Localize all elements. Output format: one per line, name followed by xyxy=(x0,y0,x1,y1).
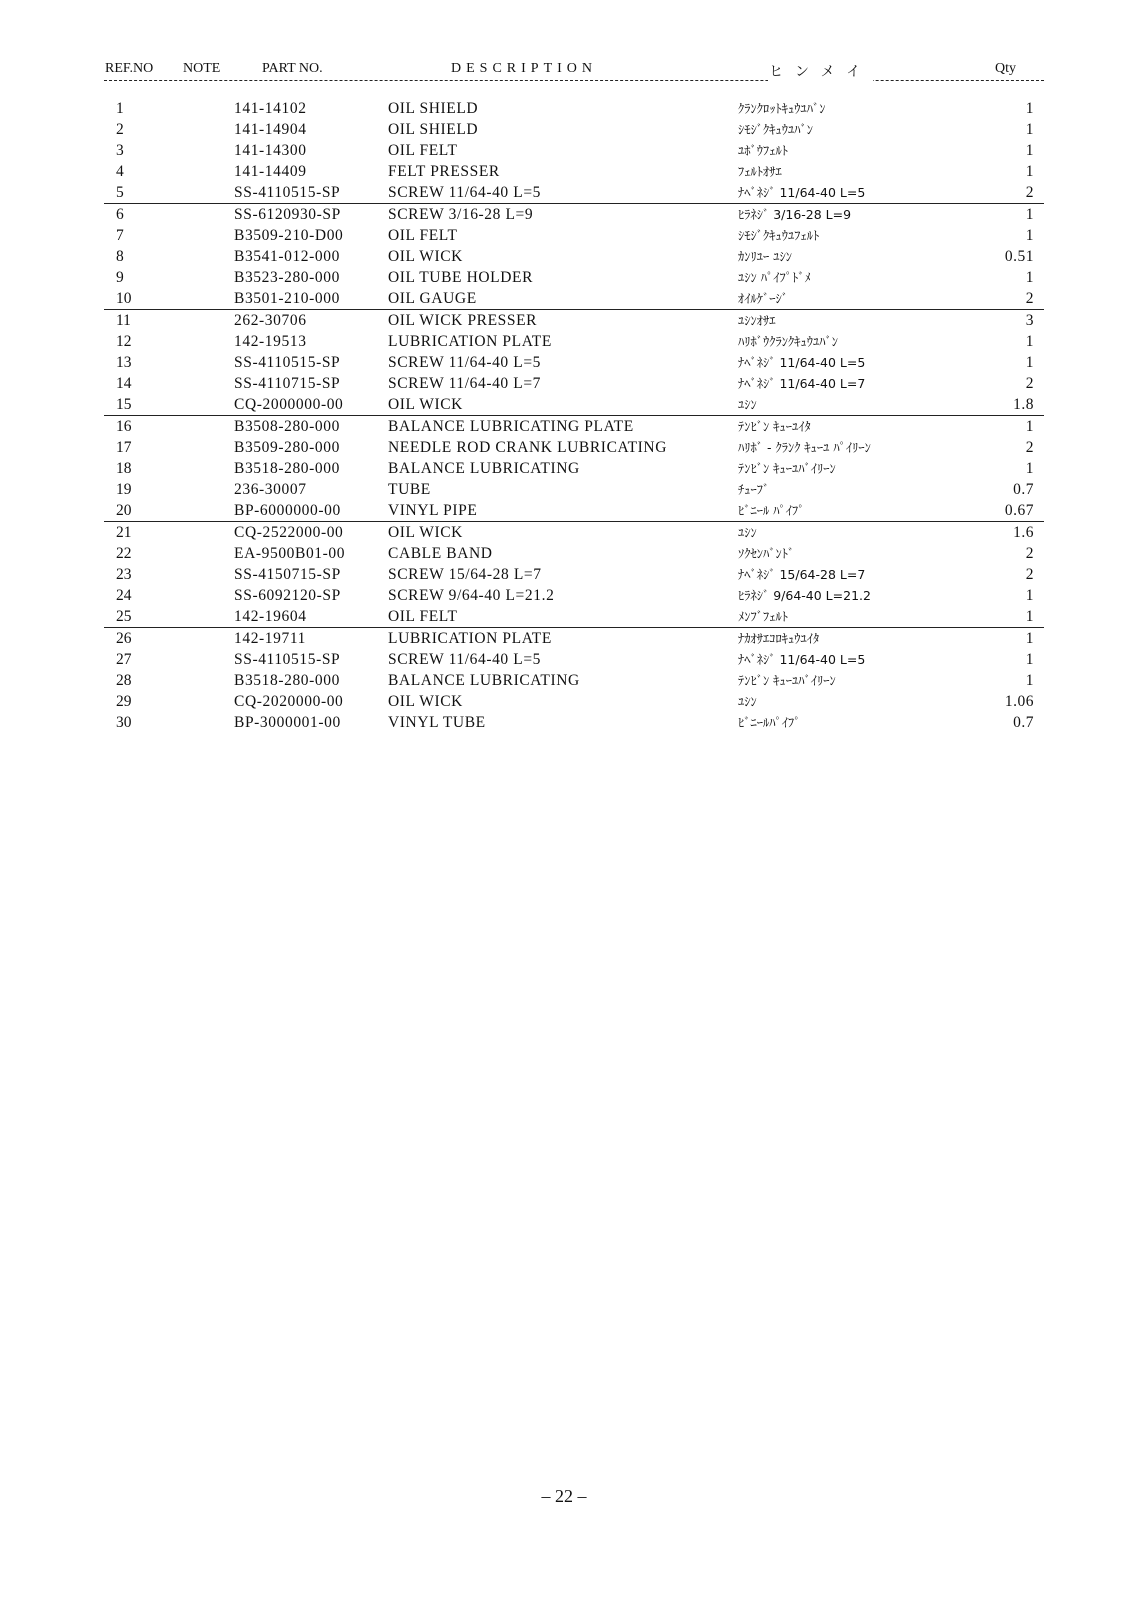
ref-no-cell: 12 xyxy=(116,333,132,350)
qty-cell: 1.8 xyxy=(1013,396,1034,413)
part-no-cell: 236-30007 xyxy=(234,481,307,498)
kana-name-cell: ﾅﾍﾞﾈｼﾞ 11/64-40 L=5 xyxy=(738,652,866,667)
part-no-cell: SS-4110515-SP xyxy=(234,651,341,668)
qty-cell: 1 xyxy=(1025,672,1034,689)
kana-name-cell: ﾋﾞﾆｰﾙﾊﾟｲﾌﾟ xyxy=(738,715,801,730)
table-row xyxy=(104,394,1044,415)
qty-cell: 1 xyxy=(1025,163,1034,180)
part-no-cell: B3518-280-000 xyxy=(234,460,340,477)
table-row xyxy=(104,246,1044,267)
table-row xyxy=(104,649,1044,670)
qty-cell: 1 xyxy=(1025,227,1034,244)
part-no-cell: SS-4110515-SP xyxy=(234,184,341,201)
part-no-cell: B3518-280-000 xyxy=(234,672,340,689)
ref-no-cell: 15 xyxy=(116,396,132,413)
table-row xyxy=(104,203,1044,225)
description-cell: BALANCE LUBRICATING xyxy=(388,672,580,689)
qty-cell: 3 xyxy=(1025,312,1034,329)
part-no-cell: 141-14409 xyxy=(234,163,307,180)
qty-cell: 2 xyxy=(1025,566,1034,583)
table-row xyxy=(104,564,1044,585)
qty-cell: 1 xyxy=(1025,630,1034,647)
description-cell: LUBRICATION PLATE xyxy=(388,333,552,350)
table-row xyxy=(104,331,1044,352)
header-kana: ヒンメイ xyxy=(768,61,873,81)
qty-cell: 1.06 xyxy=(1004,693,1034,710)
kana-name-cell: ﾌｪﾙﾄｵｻｴ xyxy=(738,164,782,179)
qty-cell: 1 xyxy=(1025,142,1034,159)
kana-name-cell: ﾃﾝﾋﾞﾝ ｷｭｰﾕﾊﾞｲﾘｰﾝ xyxy=(738,461,836,476)
description-cell: SCREW 9/64-40 L=21.2 xyxy=(388,587,555,604)
kana-name-cell: ﾕﾎﾞｳﾌｪﾙﾄ xyxy=(738,143,789,158)
description-cell: OIL TUBE HOLDER xyxy=(388,269,534,286)
table-row xyxy=(104,521,1044,543)
part-no-cell: B3523-280-000 xyxy=(234,269,340,286)
description-cell: SCREW 15/64-28 L=7 xyxy=(388,566,542,583)
part-no-cell: 141-14300 xyxy=(234,142,307,159)
qty-cell: 1 xyxy=(1025,587,1034,604)
table-row xyxy=(104,479,1044,500)
description-cell: SCREW 11/64-40 L=5 xyxy=(388,354,542,371)
ref-no-cell: 27 xyxy=(116,651,132,668)
table-row xyxy=(104,119,1044,140)
ref-no-cell: 13 xyxy=(116,354,132,371)
ref-no-cell: 21 xyxy=(116,524,132,541)
description-cell: OIL SHIELD xyxy=(388,100,479,117)
table-row xyxy=(104,161,1044,182)
qty-cell: 1 xyxy=(1025,100,1034,117)
part-no-cell: B3508-280-000 xyxy=(234,418,340,435)
description-cell: OIL FELT xyxy=(388,142,458,159)
qty-cell: 1 xyxy=(1025,269,1034,286)
kana-name-cell: ﾅﾍﾞﾈｼﾞ 11/64-40 L=5 xyxy=(738,185,866,200)
description-cell: SCREW 11/64-40 L=5 xyxy=(388,651,542,668)
part-no-cell: 141-14904 xyxy=(234,121,307,138)
kana-name-cell: ｶﾝﾘﾕｰ ﾕｼﾝ xyxy=(738,249,792,264)
part-no-cell: BP-3000001-00 xyxy=(234,714,341,731)
ref-no-cell: 23 xyxy=(116,566,132,583)
description-cell: VINYL PIPE xyxy=(388,502,478,519)
description-cell: VINYL TUBE xyxy=(388,714,486,731)
kana-name-cell: ﾋﾞﾆｰﾙ ﾊﾟｲﾌﾟ xyxy=(738,503,805,518)
qty-cell: 2 xyxy=(1025,375,1034,392)
qty-cell: 0.7 xyxy=(1013,481,1034,498)
description-cell: BALANCE LUBRICATING PLATE xyxy=(388,418,634,435)
kana-name-cell: ﾕｼﾝ xyxy=(738,525,757,540)
kana-name-cell: ｼﾓｼﾞｸｷｭｳﾕﾊﾞﾝ xyxy=(738,122,814,137)
qty-cell: 0.51 xyxy=(1004,248,1034,265)
table-row xyxy=(104,437,1044,458)
qty-cell: 2 xyxy=(1025,290,1034,307)
ref-no-cell: 9 xyxy=(116,269,124,286)
description-cell: CABLE BAND xyxy=(388,545,493,562)
description-cell: OIL SHIELD xyxy=(388,121,479,138)
description-cell: LUBRICATION PLATE xyxy=(388,630,552,647)
description-cell: OIL WICK xyxy=(388,248,463,265)
kana-name-cell: ﾕｼﾝ xyxy=(738,397,757,412)
qty-cell: 1 xyxy=(1025,460,1034,477)
table-row xyxy=(104,98,1044,119)
header-description: DESCRIPTION xyxy=(451,61,598,76)
description-cell: OIL WICK xyxy=(388,693,463,710)
qty-cell: 2 xyxy=(1025,184,1034,201)
page-number: – 22 – xyxy=(541,1486,587,1506)
qty-cell: 1 xyxy=(1025,333,1034,350)
qty-cell: 1 xyxy=(1025,121,1034,138)
kana-name-cell: ﾅﾍﾞﾈｼﾞ 15/64-28 L=7 xyxy=(738,567,866,582)
qty-cell: 1 xyxy=(1025,206,1034,223)
kana-name-cell: ﾕｼﾝｵｻｴ xyxy=(738,313,776,328)
part-no-cell: CQ-2000000-00 xyxy=(234,396,344,413)
description-cell: OIL GAUGE xyxy=(388,290,477,307)
ref-no-cell: 16 xyxy=(116,418,132,435)
ref-no-cell: 28 xyxy=(116,672,132,689)
part-no-cell: B3501-210-000 xyxy=(234,290,340,307)
header-note: NOTE xyxy=(183,61,221,76)
kana-name-cell: ﾁｭｰﾌﾞ xyxy=(738,482,770,497)
description-cell: SCREW 11/64-40 L=5 xyxy=(388,184,542,201)
description-cell: NEEDLE ROD CRANK LUBRICATING xyxy=(388,439,667,456)
part-no-cell: 142-19513 xyxy=(234,333,307,350)
header-part-no: PART NO. xyxy=(262,61,323,76)
kana-name-cell: ﾃﾝﾋﾞﾝ ｷｭｰﾕｲﾀ xyxy=(738,419,811,434)
part-no-cell: 142-19604 xyxy=(234,608,307,625)
table-row xyxy=(104,225,1044,246)
kana-name-cell: ﾅｶｵｻｴｺﾛｷｭｳﾕｲﾀ xyxy=(738,631,820,646)
header-qty: Qty xyxy=(995,61,1016,76)
ref-no-cell: 19 xyxy=(116,481,132,498)
kana-name-cell: ｸﾗﾝｸﾛｯﾄｷｭｳﾕﾊﾞﾝ xyxy=(738,101,826,116)
part-no-cell: CQ-2020000-00 xyxy=(234,693,344,710)
qty-cell: 2 xyxy=(1025,545,1034,562)
description-cell: TUBE xyxy=(388,481,431,498)
part-no-cell: SS-4110715-SP xyxy=(234,375,341,392)
description-cell: FELT PRESSER xyxy=(388,163,500,180)
description-cell: BALANCE LUBRICATING xyxy=(388,460,580,477)
ref-no-cell: 10 xyxy=(116,290,132,307)
table-row xyxy=(104,373,1044,394)
kana-name-cell: ｼﾓｼﾞｸｷｭｳﾕﾌｪﾙﾄ xyxy=(738,228,820,243)
kana-name-cell: ﾅﾍﾞﾈｼﾞ 11/64-40 L=7 xyxy=(738,376,866,391)
table-header xyxy=(104,60,1044,81)
ref-no-cell: 18 xyxy=(116,460,132,477)
kana-name-cell: ｵｲﾙｹﾞｰｼﾞ xyxy=(738,291,789,306)
kana-name-cell: ｿｸｾﾝﾊﾞﾝﾄﾞ xyxy=(738,546,795,561)
table-row xyxy=(104,543,1044,564)
ref-no-cell: 22 xyxy=(116,545,132,562)
table-row xyxy=(104,415,1044,437)
part-no-cell: SS-6120930-SP xyxy=(234,206,341,223)
ref-no-cell: 1 xyxy=(116,100,124,117)
description-cell: OIL WICK PRESSER xyxy=(388,312,538,329)
ref-no-cell: 25 xyxy=(116,608,132,625)
ref-no-cell: 6 xyxy=(116,206,124,223)
part-no-cell: SS-4150715-SP xyxy=(234,566,341,583)
ref-no-cell: 26 xyxy=(116,630,132,647)
table-row xyxy=(104,627,1044,649)
table-row xyxy=(104,352,1044,373)
ref-no-cell: 3 xyxy=(116,142,124,159)
description-cell: OIL FELT xyxy=(388,608,458,625)
table-row xyxy=(104,606,1044,627)
ref-no-cell: 17 xyxy=(116,439,132,456)
ref-no-cell: 24 xyxy=(116,587,132,604)
part-no-cell: BP-6000000-00 xyxy=(234,502,341,519)
parts-table xyxy=(104,98,1044,733)
qty-cell: 0.7 xyxy=(1013,714,1034,731)
ref-no-cell: 14 xyxy=(116,375,132,392)
qty-cell: 1 xyxy=(1025,608,1034,625)
part-no-cell: 141-14102 xyxy=(234,100,307,117)
part-no-cell: 142-19711 xyxy=(234,630,306,647)
table-row xyxy=(104,500,1044,521)
part-no-cell: B3541-012-000 xyxy=(234,248,340,265)
qty-cell: 1 xyxy=(1025,651,1034,668)
qty-cell: 2 xyxy=(1025,439,1034,456)
qty-cell: 0.67 xyxy=(1004,502,1034,519)
ref-no-cell: 5 xyxy=(116,184,124,201)
part-no-cell: SS-6092120-SP xyxy=(234,587,341,604)
description-cell: OIL WICK xyxy=(388,524,463,541)
table-row xyxy=(104,140,1044,161)
ref-no-cell: 29 xyxy=(116,693,132,710)
kana-name-cell: ﾕｼﾝ xyxy=(738,694,757,709)
qty-cell: 1.6 xyxy=(1013,524,1034,541)
ref-no-cell: 20 xyxy=(116,502,132,519)
kana-name-cell: ﾊﾘﾎﾞｳｸﾗﾝｸｷｭｳﾕﾊﾞﾝ xyxy=(738,334,839,349)
table-row xyxy=(104,670,1044,691)
part-no-cell: EA-9500B01-00 xyxy=(234,545,346,562)
table-row xyxy=(104,585,1044,606)
ref-no-cell: 4 xyxy=(116,163,124,180)
qty-cell: 1 xyxy=(1025,354,1034,371)
table-row xyxy=(104,309,1044,331)
table-row xyxy=(104,691,1044,712)
ref-no-cell: 2 xyxy=(116,121,124,138)
kana-name-cell: ﾊﾘﾎﾞ - ｸﾗﾝｸ ｷｭｰﾕ ﾊﾟｲﾘｰﾝ xyxy=(738,440,871,455)
header-ref-no: REF.NO xyxy=(105,61,154,76)
ref-no-cell: 11 xyxy=(116,312,131,329)
part-no-cell: CQ-2522000-00 xyxy=(234,524,344,541)
table-row xyxy=(104,182,1044,203)
kana-name-cell: ﾋﾗﾈｼﾞ 3/16-28 L=9 xyxy=(738,207,852,222)
table-row xyxy=(104,288,1044,309)
table-row xyxy=(104,712,1044,733)
description-cell: SCREW 3/16-28 L=9 xyxy=(388,206,534,223)
part-no-cell: SS-4110515-SP xyxy=(234,354,341,371)
kana-name-cell: ﾃﾝﾋﾞﾝ ｷｭｰﾕﾊﾞｲﾘｰﾝ xyxy=(738,673,836,688)
ref-no-cell: 7 xyxy=(116,227,124,244)
ref-no-cell: 8 xyxy=(116,248,124,265)
part-no-cell: B3509-210-D00 xyxy=(234,227,344,244)
table-row xyxy=(104,267,1044,288)
part-no-cell: B3509-280-000 xyxy=(234,439,340,456)
description-cell: OIL FELT xyxy=(388,227,458,244)
kana-name-cell: ﾅﾍﾞﾈｼﾞ 11/64-40 L=5 xyxy=(738,355,866,370)
part-no-cell: 262-30706 xyxy=(234,312,307,329)
qty-cell: 1 xyxy=(1025,418,1034,435)
ref-no-cell: 30 xyxy=(116,714,132,731)
table-row xyxy=(104,458,1044,479)
description-cell: SCREW 11/64-40 L=7 xyxy=(388,375,542,392)
kana-name-cell: ﾕｼﾝ ﾊﾟｲﾌﾟﾄﾞﾒ xyxy=(738,270,811,285)
description-cell: OIL WICK xyxy=(388,396,463,413)
kana-name-cell: ﾋﾗﾈｼﾞ 9/64-40 L=21.2 xyxy=(738,588,871,603)
kana-name-cell: ﾒﾝﾌﾞﾌｪﾙﾄ xyxy=(738,609,789,624)
